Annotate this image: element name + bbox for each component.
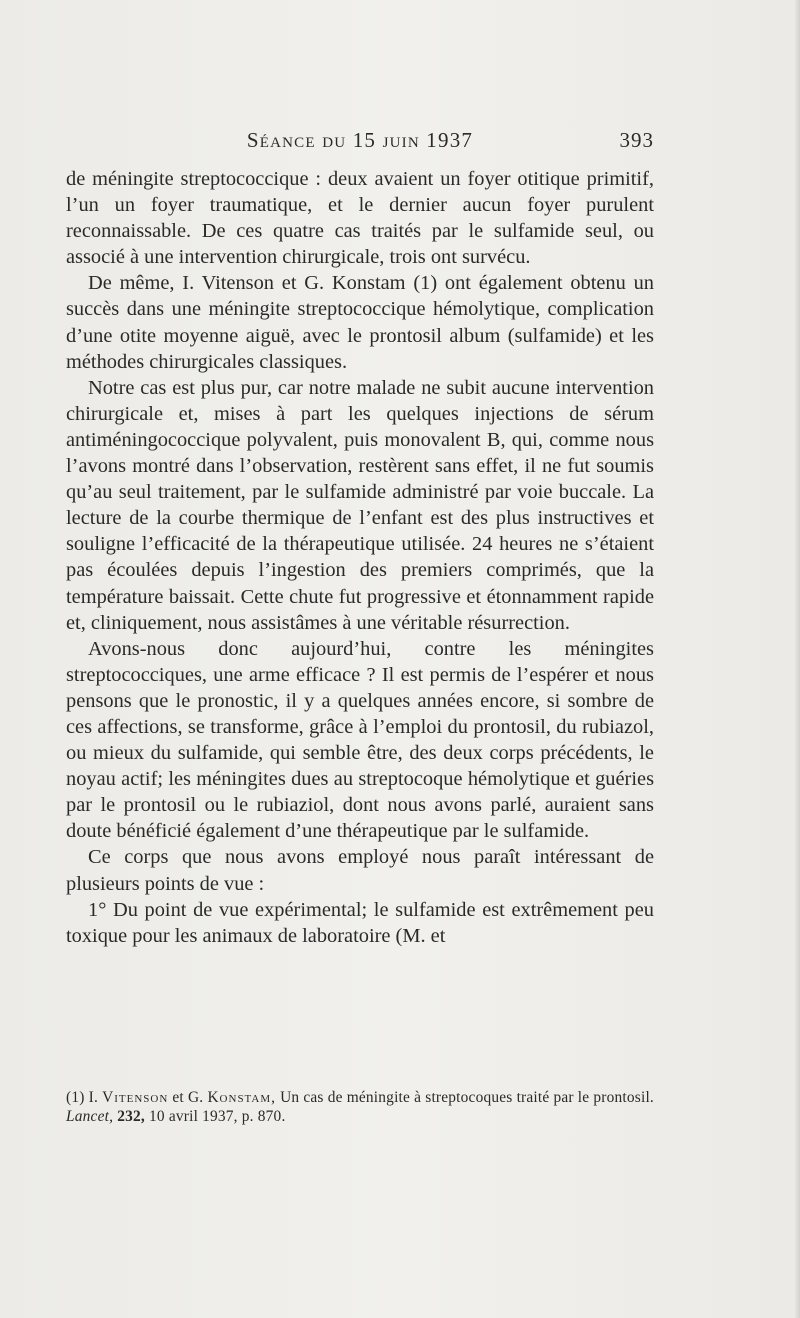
body-text <box>66 166 654 949</box>
footnote-date-pages: 10 avril 1937, p. 870. <box>149 1108 286 1125</box>
footnote <box>66 1088 654 1126</box>
paragraph-4: Avons-nous donc aujourd’hui, contre les méningites streptococciques, une arme efficace ? Il est permis de l’espérer et nous pensons que le pronostic, il y a quelques années encore, si sombre de ces affections, se transforme, grâce à l’emploi du prontosil, du rubiazol, ou mieux du sulfamide, qui semble être, des deux corps précédents, le noyau actif; les méningites dues au streptocoque hémolytique et guéries par le prontosil ou le rubiaziol, dont nous avons parlé, auraient sans doute bénéficié également d’une thérapeutique par le sulfamide. <box>66 637 654 843</box>
paragraph-3: Notre cas est plus pur, car notre malade ne subit aucune intervention chirurgicale et, mises à part les quelques injections de sérum antiméningococcique polyvalent, puis monovalent B, qui, comme nous l’avons montré dans l’observation, restèrent sans effet, il ne fut soumis qu’au seul traitement, par le sulfamide administré par voie buccale. La lecture de la courbe thermique de l’enfant est des plus instructives et souligne l’efficacité de la thérapeutique utilisée. 24 heures ne s’étaient pas écoulées depuis l’ingestion des premiers comprimés, que la température baissait. Cette chute fut progressive et étonnamment rapide et, cliniquement, nous assistâmes à une véritable résurrection. <box>66 376 654 634</box>
footnote-volume: 232, <box>117 1108 145 1125</box>
footnote-title: Un cas de méningite à streptocoques traité par le prontosil. <box>280 1089 654 1106</box>
paragraph-1: de méningite streptococcique : deux avaient un foyer otitique primitif, l’un un foyer traumatique, et le dernier aucun foyer purulent reconnaissable. De ces quatre cas traités par le sulfamide seul, ou associé à une intervention chirurgicale, trois ont survécu. <box>66 168 654 269</box>
footnote-journal: Lancet, <box>66 1108 114 1125</box>
page-edge-shadow <box>794 0 800 1318</box>
footnote-connector: et G. <box>172 1089 204 1106</box>
page-header <box>66 128 654 156</box>
paragraph-2: De même, I. Vitenson et G. Konstam (1) ont également obtenu un succès dans une méningite streptococcique hémolytique, complication d’une otite moyenne aiguë, avec le prontosil album (sulfamide) et les méthodes chirurgicales classiques. <box>66 272 654 373</box>
footnote-author-1: Vitenson <box>102 1089 169 1106</box>
running-head: Séance du 15 juin 1937 <box>246 128 474 152</box>
page-number: 393 <box>619 128 654 152</box>
footnote-marker: (1) <box>66 1089 85 1106</box>
paragraph-6: 1° Du point de vue expérimental; le sulfamide est extrêmement peu toxique pour les animaux de laboratoire (M. et <box>66 898 654 947</box>
footnote-author-2: Konstam, <box>207 1089 276 1106</box>
footnote-authors-prefix: I. <box>88 1089 99 1106</box>
paragraph-5: Ce corps que nous avons employé nous paraît intéressant de plusieurs points de vue : <box>66 846 654 895</box>
